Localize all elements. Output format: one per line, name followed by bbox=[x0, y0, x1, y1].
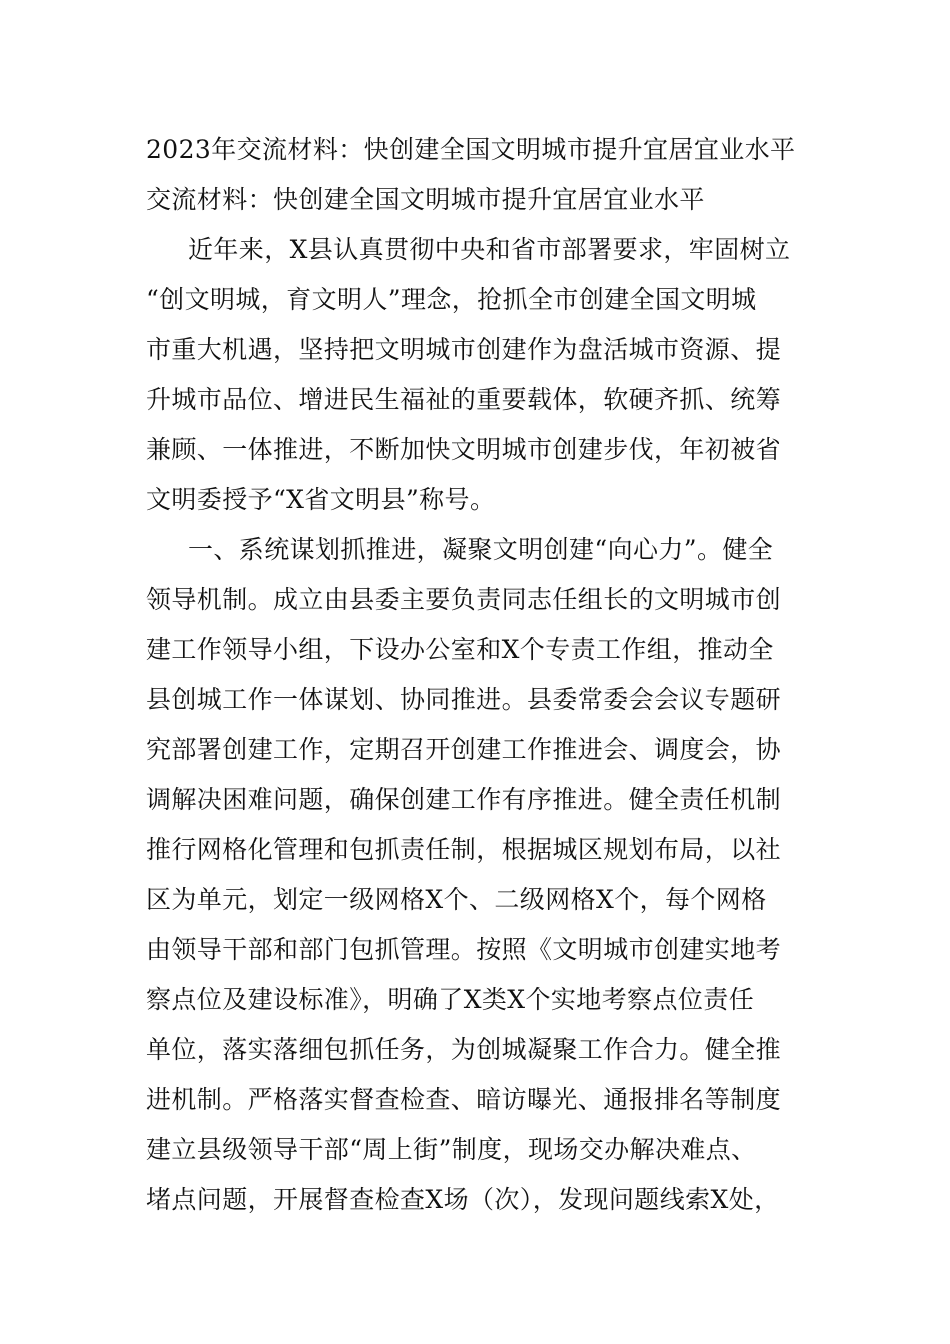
paragraph-2-line-7: 推行网格化管理和包抓责任制，根据城区规划布局，以社 bbox=[146, 835, 782, 864]
paragraph-1-line-3: 市重大机遇，坚持把文明城市创建作为盘活城市资源、提 bbox=[146, 335, 782, 364]
paragraph-2-line-6: 调解决困难问题，确保创建工作有序推进。健全责任机制 bbox=[146, 785, 782, 814]
paragraph-2-line-10: 察点位及建设标准》，明确了X类X个实地考察点位责任 bbox=[146, 985, 755, 1014]
paragraph-2-line-8: 区为单元，划定一级网格X个、二级网格X个，每个网格 bbox=[146, 885, 767, 914]
paragraph-2-line-14: 堵点问题，开展督查检查X场（次），发现问题线索X处， bbox=[146, 1185, 780, 1214]
document-title-line-1: 2023年交流材料：快创建全国文明城市提升宜居宜业水平 bbox=[146, 135, 796, 164]
paragraph-2-line-4: 县创城工作一体谋划、协同推进。县委常委会会议专题研 bbox=[146, 685, 782, 714]
paragraph-1-line-2: “创文明城，育文明人”理念，抢抓全市创建全国文明城 bbox=[146, 285, 757, 314]
paragraph-2-line-5: 究部署创建工作，定期召开创建工作推进会、调度会，协 bbox=[146, 735, 782, 764]
paragraph-2-line-1: 一、系统谋划抓推进，凝聚文明创建“向心力”。健全 bbox=[188, 535, 774, 564]
paragraph-1-line-1: 近年来，X县认真贯彻中央和省市部署要求，牢固树立 bbox=[188, 235, 791, 264]
document-title-line-2: 交流材料：快创建全国文明城市提升宜居宜业水平 bbox=[146, 185, 705, 214]
paragraph-2-line-3: 建工作领导小组，下设办公室和X个专责工作组，推动全 bbox=[146, 635, 774, 664]
paragraph-2-line-2: 领导机制。成立由县委主要负责同志任组长的文明城市创 bbox=[146, 585, 782, 614]
paragraph-1-line-4: 升城市品位、增进民生福祉的重要载体，软硬齐抓、统筹 bbox=[146, 385, 782, 414]
paragraph-2-line-12: 进机制。严格落实督查检查、暗访曝光、通报排名等制度 bbox=[146, 1085, 782, 1114]
paragraph-1-line-6: 文明委授予“X省文明县”称号。 bbox=[146, 485, 496, 514]
paragraph-2-line-11: 单位，落实落细包抓任务，为创城凝聚工作合力。健全推 bbox=[146, 1035, 782, 1064]
paragraph-2-line-9: 由领导干部和部门包抓管理。按照《文明城市创建实地考 bbox=[146, 935, 782, 964]
paragraph-2-line-13: 建立县级领导干部“周上街”制度，现场交办解决难点、 bbox=[146, 1135, 757, 1164]
paragraph-1-line-5: 兼顾、一体推进，不断加快文明城市创建步伐，年初被省 bbox=[146, 435, 782, 464]
